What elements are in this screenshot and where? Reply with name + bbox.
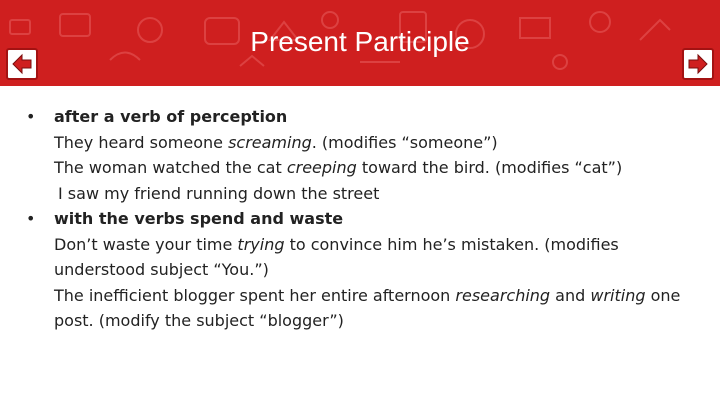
slide-body — [22, 104, 702, 334]
sentence-text: . (modifies “someone”) — [311, 132, 498, 152]
sentence-text: Don’t waste your time — [54, 234, 238, 254]
sentence-text: The inefficient blogger spent her entire afternoon — [54, 285, 456, 305]
bullet-heading: with the verbs spend and waste — [54, 209, 344, 228]
bullet-body — [54, 104, 702, 206]
bullet-item — [22, 104, 702, 206]
bullet-dot: • — [26, 209, 36, 228]
arrow-left-icon — [10, 52, 34, 76]
example-sentence — [54, 130, 702, 156]
example-sentence — [54, 283, 702, 334]
sentence-text: I saw my friend running down the street — [58, 183, 380, 203]
bullet-item — [22, 206, 702, 334]
participle-word: writing — [590, 285, 646, 305]
sentence-text: to convince him he’s mistaken. (modifies understood subject “You.”) — [54, 234, 619, 279]
sentence-text: They heard someone — [54, 132, 229, 152]
example-sentence — [54, 155, 702, 181]
sentence-text: one post. (modify the subject “blogger”) — [54, 285, 681, 330]
example-sentence — [54, 181, 702, 207]
bullet-heading: after a verb of perception — [54, 107, 288, 126]
sentence-text: toward the bird. (modifies “cat”) — [356, 158, 623, 177]
slide-title: Present Participle — [250, 26, 470, 57]
bullet-body — [54, 206, 702, 334]
participle-word: researching — [455, 285, 551, 305]
arrow-right-icon — [686, 52, 710, 76]
participle-word: screaming — [228, 132, 312, 152]
participle-word: creeping — [286, 158, 357, 177]
sentence-text: The woman watched the cat — [54, 158, 287, 177]
next-slide-button[interactable] — [682, 48, 714, 80]
previous-slide-button[interactable] — [6, 48, 38, 80]
sentence-text: and — [550, 285, 591, 305]
slide-header — [0, 0, 720, 86]
participle-word: trying — [237, 234, 285, 254]
bullet-dot: • — [26, 107, 36, 126]
example-sentence — [54, 232, 702, 283]
